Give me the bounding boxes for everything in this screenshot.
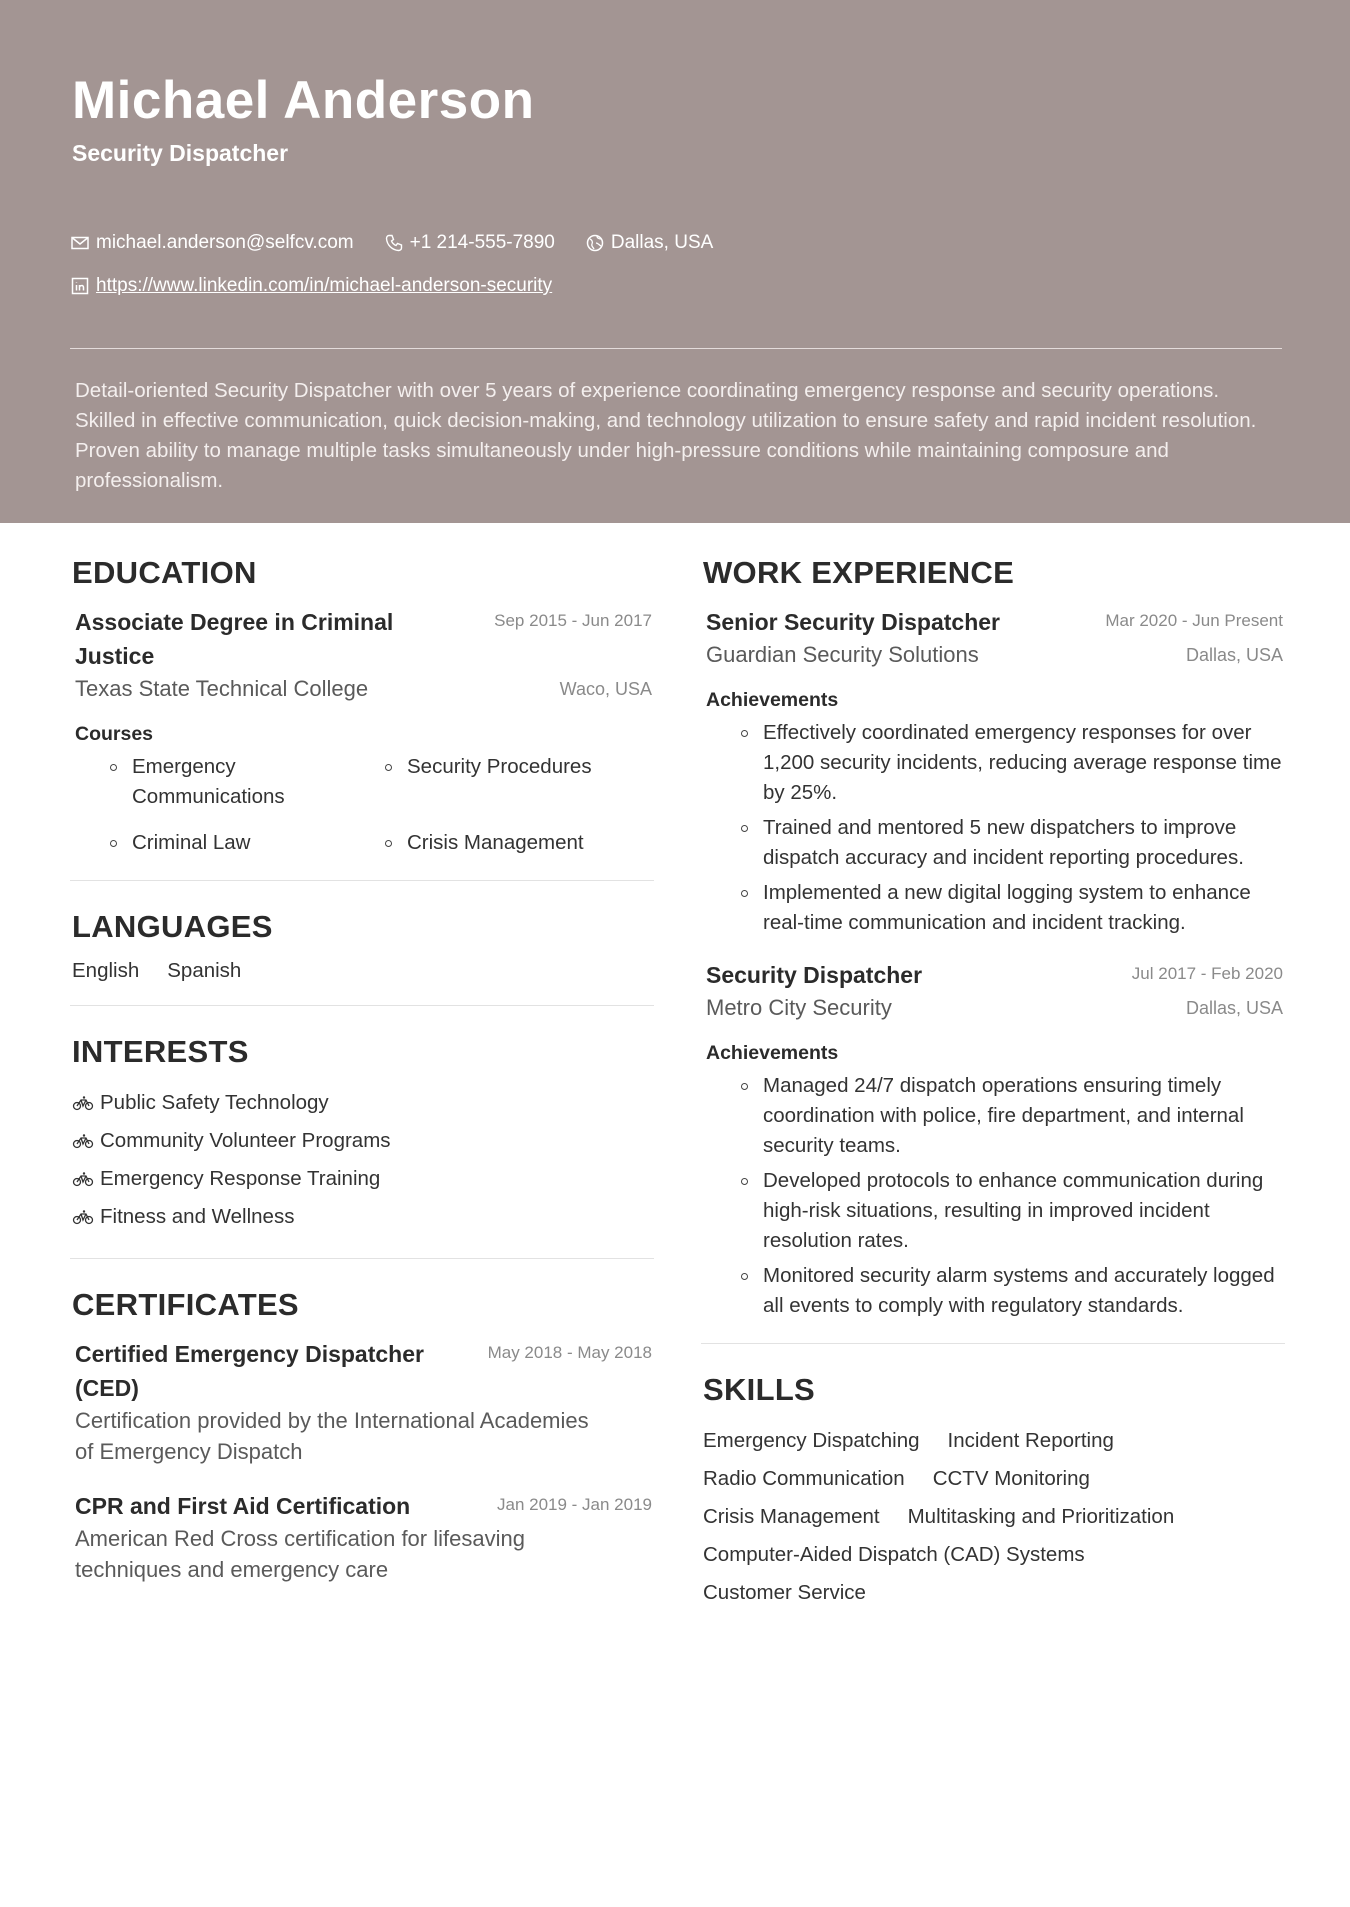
bullet-icon	[741, 825, 748, 832]
achievements-label: Achievements	[706, 1042, 839, 1064]
right-column	[703, 555, 1283, 1612]
profile-summary: Detail-oriented Security Dispatcher with over 5 years of experience coordinating emergency response and security operations. Skilled in effective communication, quick decision-making, and technology utilization to ensure safety and rapid incident resolution. Proven ability to manage multiple tasks simultaneously under high-pressure conditions while maintaining composure and professionalism.	[75, 379, 1257, 492]
education-heading: EDUCATION	[72, 555, 257, 590]
header-divider	[70, 348, 1282, 349]
bicycle-icon	[72, 1133, 94, 1149]
contact-row	[70, 232, 743, 254]
skill-item: Multitasking and Prioritization	[907, 1505, 1175, 1528]
job-dates: Mar 2020 - Jun Present	[1105, 611, 1283, 630]
languages-list	[72, 959, 652, 983]
degree-title: Associate Degree in Criminal Justice	[75, 609, 394, 669]
bullet-icon	[741, 1273, 748, 1280]
section-divider	[70, 880, 654, 881]
skill-item: Computer-Aided Dispatch (CAD) Systems	[703, 1543, 1085, 1566]
job-entry	[703, 605, 1283, 938]
bicycle-icon	[72, 1209, 94, 1225]
interests-heading: INTERESTS	[72, 1034, 249, 1069]
linkedin-link[interactable]: https://www.linkedin.com/in/michael-anderson-security	[96, 275, 553, 296]
section-divider	[701, 1343, 1285, 1344]
section-divider	[70, 1005, 654, 1006]
achievement-item: Managed 24/7 dispatch operations ensuring timely coordination with police, fire department, and internal security teams.	[741, 1071, 1283, 1161]
interest-item: Fitness and Wellness	[72, 1198, 652, 1236]
globe-icon	[585, 233, 605, 253]
certificate-description: American Red Cross certification for lifesaving techniques and emergency care	[75, 1526, 525, 1582]
language-item: Spanish	[167, 959, 242, 982]
education-entry-head	[72, 605, 652, 673]
company-name: Guardian Security Solutions	[706, 642, 979, 667]
skill-item: Radio Communication	[703, 1467, 905, 1490]
email-text: michael.anderson@selfcv.com	[96, 232, 354, 253]
candidate-name: Michael Anderson	[72, 71, 535, 130]
linkedin-contact[interactable]	[70, 275, 552, 297]
skill-item: Incident Reporting	[947, 1429, 1114, 1452]
job-title: Security Dispatcher	[706, 962, 923, 988]
location-contact	[585, 232, 713, 254]
certificate-entry	[72, 1337, 652, 1467]
skills-heading: SKILLS	[703, 1372, 816, 1407]
bicycle-icon	[72, 1171, 94, 1187]
skill-item: Crisis Management	[703, 1505, 880, 1528]
skills-list	[703, 1422, 1263, 1612]
candidate-title: Security Dispatcher	[72, 140, 289, 166]
left-column	[72, 555, 652, 1607]
certificate-title: Certified Emergency Dispatcher (CED)	[75, 1341, 424, 1401]
education-entry-sub	[72, 673, 652, 705]
languages-heading: LANGUAGES	[72, 909, 273, 944]
job-entry	[703, 958, 1283, 1321]
courses-label: Courses	[75, 723, 154, 745]
bicycle-icon	[72, 1095, 94, 1111]
interest-item: Emergency Response Training	[72, 1160, 652, 1198]
job-title: Senior Security Dispatcher	[706, 609, 1000, 635]
course-item: Security Procedures	[385, 752, 660, 812]
certificate-dates: Jan 2019 - Jan 2019	[496, 1495, 652, 1514]
phone-icon	[384, 233, 404, 253]
achievement-item: Effectively coordinated emergency responses for over 1,200 security incidents, reducing average response time by 25%.	[741, 718, 1283, 808]
certificates-heading: CERTIFICATES	[72, 1287, 299, 1322]
achievements-list	[703, 1071, 1283, 1321]
school-name: Texas State Technical College	[75, 676, 369, 701]
linkedin-row	[70, 275, 582, 297]
course-item: Criminal Law	[110, 828, 385, 858]
bullet-icon	[741, 1083, 748, 1090]
phone-text: +1 214-555-7890	[409, 232, 555, 253]
achievements-label: Achievements	[706, 689, 839, 711]
envelope-icon	[70, 233, 90, 253]
bullet-icon	[741, 890, 748, 897]
certificate-dates: May 2018 - May 2018	[487, 1343, 652, 1362]
certificate-description: Certification provided by the International Academies of Emergency Dispatch	[75, 1408, 589, 1464]
skill-item: Customer Service	[703, 1581, 866, 1604]
work-experience-heading: WORK EXPERIENCE	[703, 555, 1015, 590]
company-name: Metro City Security	[706, 995, 892, 1020]
bullet-icon	[110, 840, 117, 847]
bullet-icon	[741, 730, 748, 737]
course-item: Emergency Communications	[110, 752, 385, 812]
job-dates: Jul 2017 - Feb 2020	[1131, 964, 1283, 983]
education-dates: Sep 2015 - Jun 2017	[494, 611, 652, 630]
certificate-entry	[72, 1489, 652, 1585]
section-divider	[70, 1258, 654, 1259]
course-item: Crisis Management	[385, 828, 660, 858]
job-location: Dallas, USA	[1185, 997, 1283, 1018]
bullet-icon	[385, 840, 392, 847]
bullet-icon	[741, 1178, 748, 1185]
interest-item: Public Safety Technology	[72, 1084, 652, 1122]
skill-item: CCTV Monitoring	[932, 1467, 1090, 1490]
achievements-list	[703, 718, 1283, 938]
achievement-item: Monitored security alarm systems and accurately logged all events to comply with regulatory standards.	[741, 1261, 1283, 1321]
achievement-item: Implemented a new digital logging system to enhance real-time communication and incident tracking.	[741, 878, 1283, 938]
certificate-title: CPR and First Aid Certification	[75, 1493, 411, 1519]
phone-contact[interactable]	[384, 232, 555, 254]
achievement-item: Trained and mentored 5 new dispatchers to improve dispatch accuracy and incident reporting procedures.	[741, 813, 1283, 873]
interests-list	[72, 1084, 652, 1236]
bullet-icon	[385, 764, 392, 771]
location-text: Dallas, USA	[610, 232, 714, 253]
interest-item: Community Volunteer Programs	[72, 1122, 652, 1160]
achievement-item: Developed protocols to enhance communication during high-risk situations, resulting in improved incident resolution rates.	[741, 1166, 1283, 1256]
email-contact[interactable]	[70, 232, 354, 254]
school-location: Waco, USA	[559, 678, 652, 699]
linkedin-icon	[70, 276, 90, 296]
job-location: Dallas, USA	[1185, 644, 1283, 665]
skill-item: Emergency Dispatching	[703, 1429, 920, 1452]
courses-list	[72, 752, 652, 858]
resume-header	[0, 0, 1350, 523]
language-item: English	[72, 959, 140, 982]
bullet-icon	[110, 764, 117, 771]
